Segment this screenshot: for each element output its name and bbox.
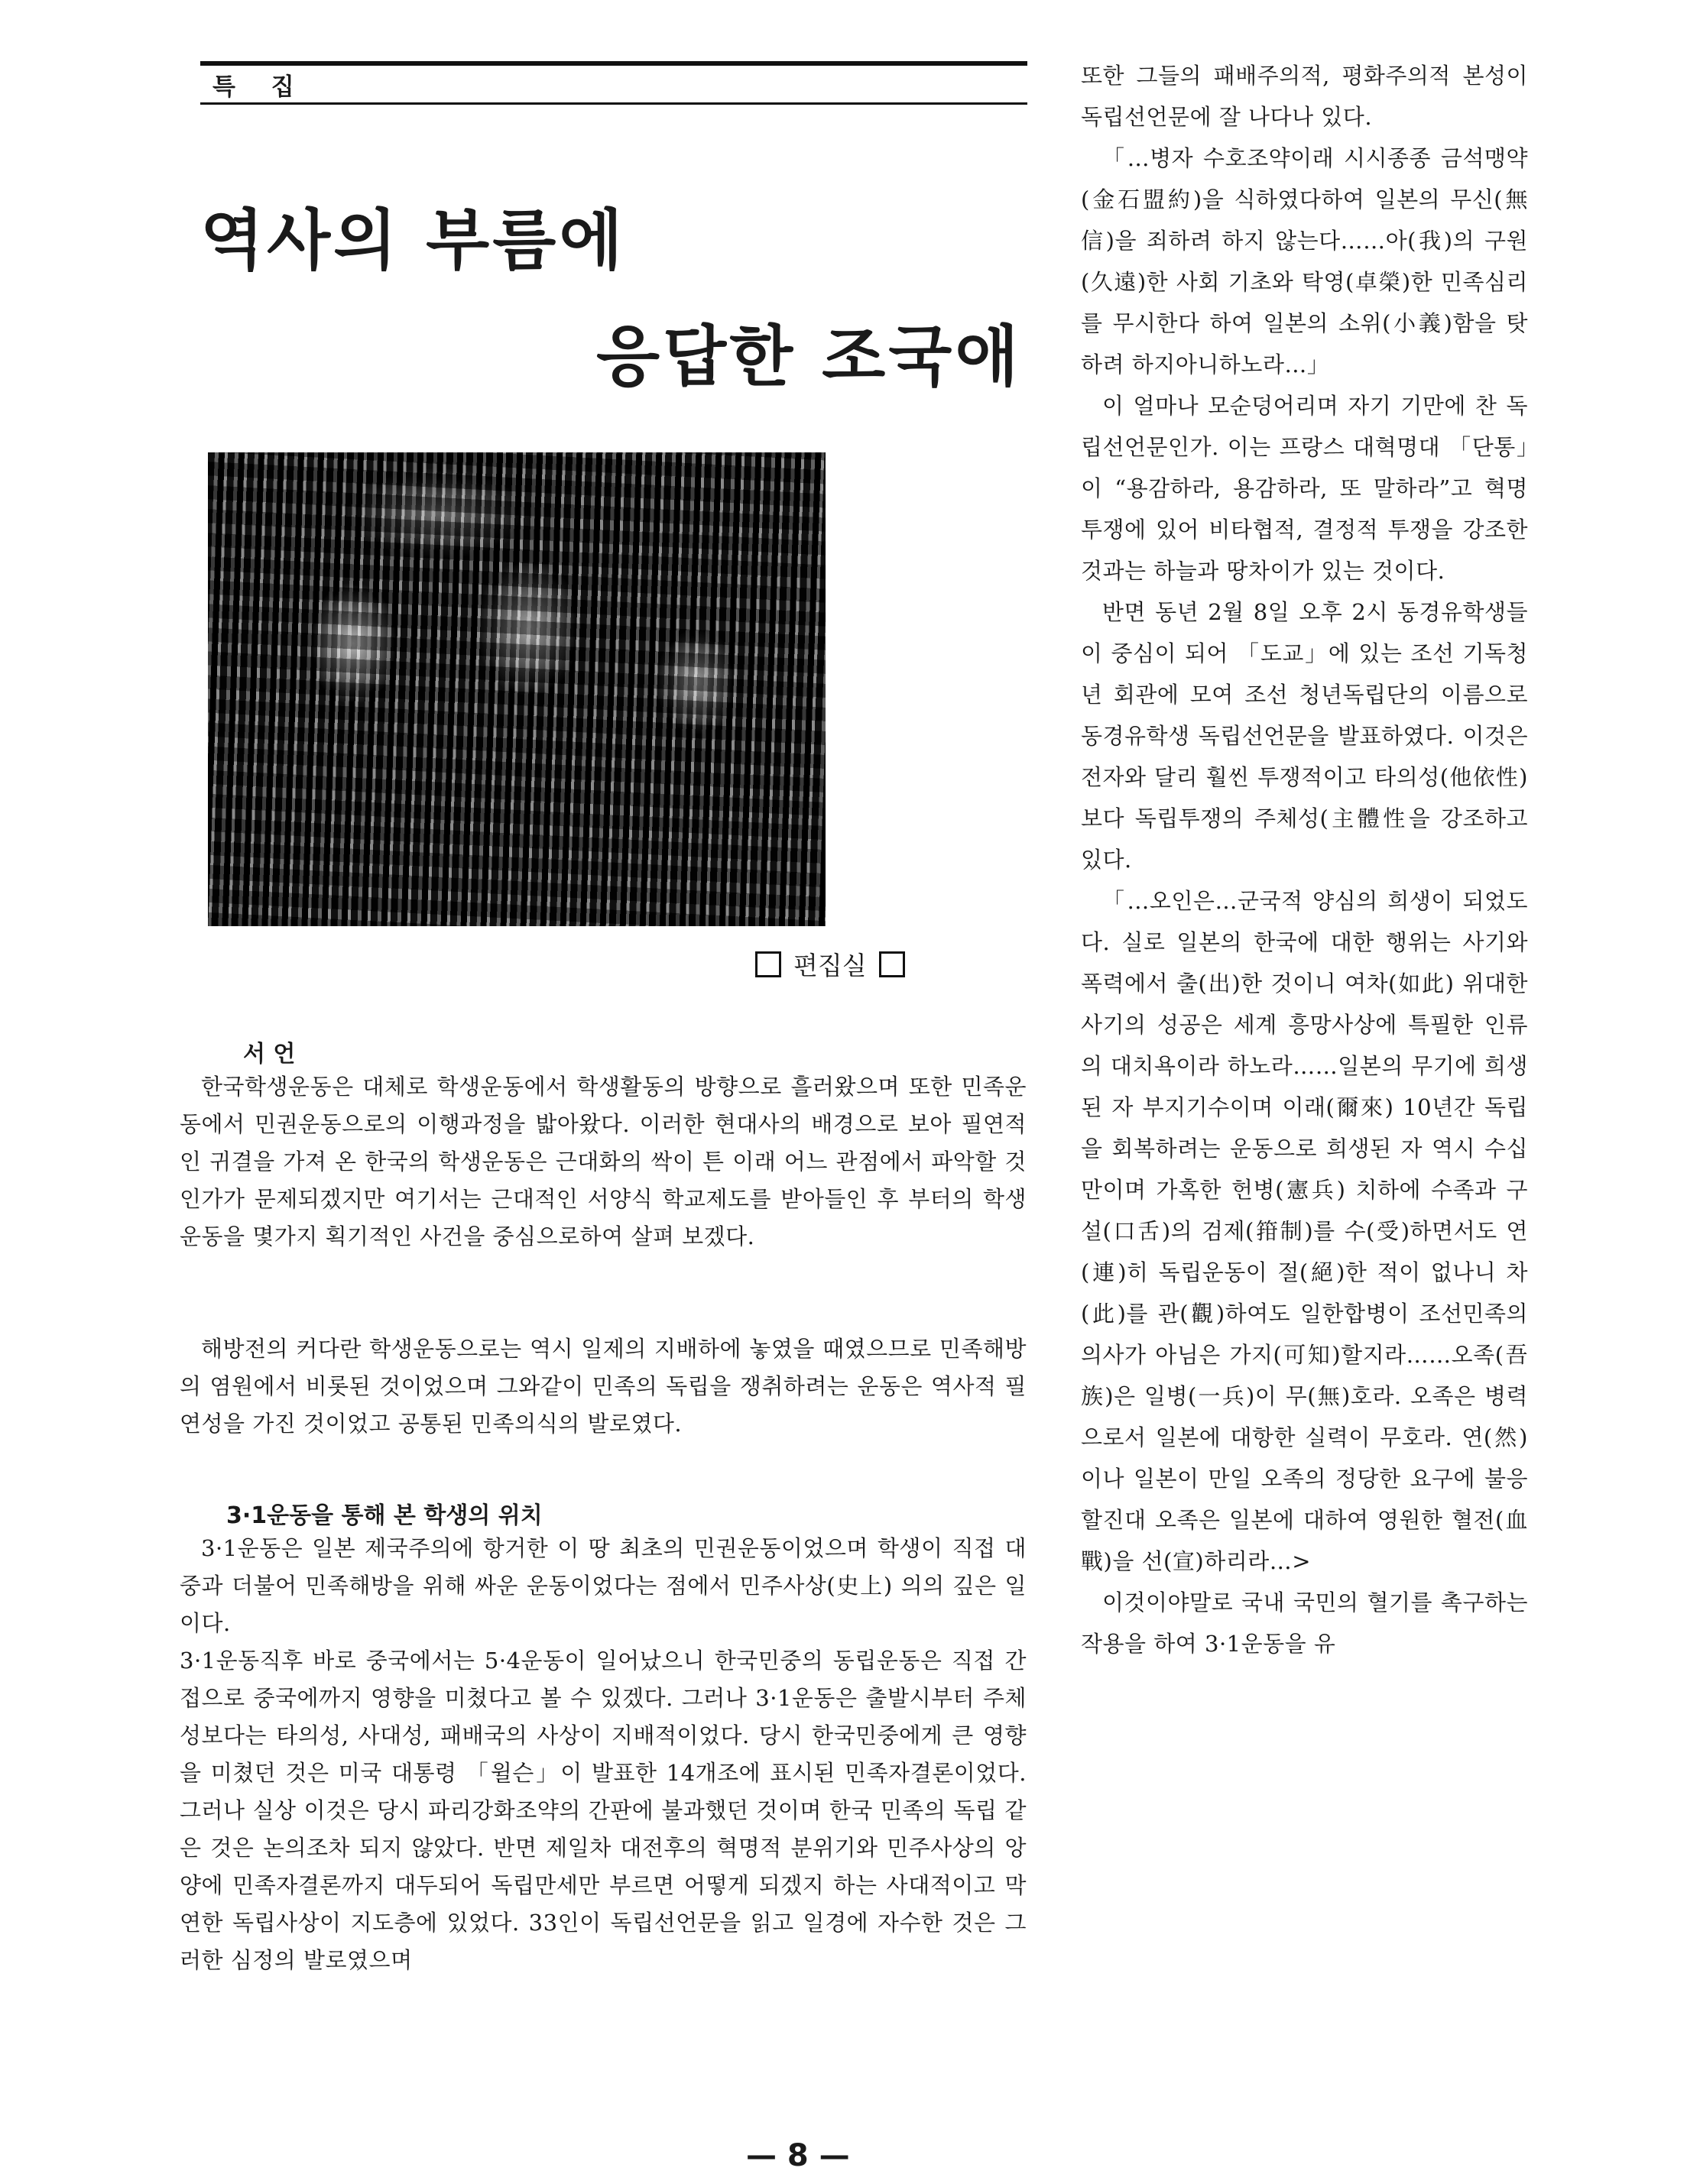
intro-paragraph-2: 해방전의 커다란 학생운동으로는 역시 일제의 지배하에 놓였을 때였으므로 민족해방의 염원에서 비롯된 것이었으며 그와같이 민족의 독립을 쟁취하려는 운동은 역사적 필연성을 가진 것이었고 공통된 민족의식의 발로였다. [180,1336,1027,1437]
top-rule-thick [200,61,1027,66]
byline-text: 편집실 [793,951,867,980]
intro-paragraph-1: 한국학생운동은 대체로 학생운동에서 학생활동의 방향으로 흘러왔으며 또한 민족운동에서 민권운동으로의 이행과정을 밟아왔다. 이러한 현대사의 배경으로 보아 필연적인 귀결을 가져 온 한국의 학생운동은 근대화의 싹이 튼 이래 어느 관점에서 파악할 것인가가 문제되겠지만 여기서는 근대적인 서양식 학교제도를 받아들인 후 부터의 학생운동을 몇가지 획기적인 사건을 중심으로하여 살펴 보겠다. [180,1074,1027,1249]
protest-photo [208,452,826,926]
top-rule-thin [200,102,1027,105]
right-quote: 「…오인은…군국적 양심의 희생이 되었도다. 실로 일본의 한국에 대한 행위는 사기와 폭력에서 출(出)한 것이니 여차(如此) 위대한 사기의 성공은 세계 흥망사상에 특필한 인류의 대치욕이라 하노라……일본의 무기에 희생된 자 부지기수이며 이래(爾來) 10년간 독립을 회복하려는 운동으로 희생된 자 역시 수십만이며 가혹한 헌병(憲兵) 치하에 수족과 구설(口舌)의 검제(箝制)를 수(受)하면서도 연(連)히 독립운동이 절(絕)한 적이 없나니 차(此)를 관(觀)하여도 일한합병이 조선민족의 의사가 아님은 가지(可知)할지라……오족(吾族)은 일병(一兵)이 무(無)호라. 오족은 병력으로서 일본에 대항한 실력이 무호라. 연(然)이나 일본이 만일 오족의 정당한 요구에 불응할진대 오족은 일본에 대하여 영원한 혈전(血戰)을 선(宣)하리라…> [1081,888,1528,1574]
right-paragraph: 이 얼마나 모순덩어리며 자기 기만에 찬 독립선언문인가. 이는 프랑스 대혁명대 「단통」이 “용감하라, 용감하라, 또 말하라”고 혁명 투쟁에 있어 비타협적, 결정적 투쟁을 강조한 것과는 하늘과 땅차이가 있는 것이다. [1081,393,1528,584]
byline [755,946,905,982]
box-icon [879,951,905,977]
right-paragraph: 이것이야말로 국내 국민의 혈기를 촉구하는 작용을 하여 3·1운동을 유 [1081,1589,1528,1657]
right-paragraph: 또한 그들의 패배주의적, 평화주의적 본성이 독립선언문에 잘 나다나 있다. [1081,63,1528,130]
page-number: — 8 — [746,2138,850,2173]
right-column [1081,55,1528,1664]
heading-march-first: 3·1운동을 통해 본 학생의 위치 [226,1502,543,1529]
march-first-paragraph-2: 3·1운동직후 바로 중국에서는 5·4운동이 일어났으니 한국민중의 동립운동은 직접 간접으로 중국에까지 영향을 미쳤다고 볼 수 있겠다. 그러나 3·1운동은 출발시부터 주체성보다는 타의성, 사대성, 패배국의 사상이 지배적이었다. 당시 한국민중에게 큰 영향을 미쳤던 것은 미국 대통령 「윌슨」이 발표한 14개조에 표시된 민족자결론이었다. 그러나 실상 이것은 당시 파리강화조약의 간판에 불과했던 것이며 한국 민족의 독립 같은 것은 논의조차 되지 않았다. 반면 제일차 대전후의 혁명적 분위기와 민주사상의 앙양에 민족자결론까지 대두되어 독립만세만 부르면 어떻게 되겠지 하는 사대적이고 막연한 독립사상이 지도층에 있었다. 33인이 독립선언문을 읽고 일경에 자수한 것은 그러한 심정의 발로였으며 [180,1648,1027,1973]
right-paragraph: 반면 동년 2월 8일 오후 2시 동경유학생들이 중심이 되어 「도교」에 있는 조선 기독청년 회관에 모여 조선 청년독립단의 이름으로 동경유학생 독립선언문을 발표하였다. 이것은 전자와 달리 훨씬 투쟁적이고 타의성(他依性)보다 독립투쟁의 주체성(主體性을 강조하고 있다. [1081,599,1528,873]
section-tag: 특 집 [212,73,308,101]
right-quote: 「…병자 수호조약이래 시시종종 금석맹약(金石盟約)을 식하였다하여 일본의 무신(無信)을 죄하려 하지 않는다……아(我)의 구원(久遠)한 사회 기초와 탁영(卓榮)한 민족심리를 무시한다 하여 일본의 소위(小義)함을 탓하려 하지아니하노라…」 [1081,145,1528,378]
box-icon [755,951,781,977]
title-line-1: 역사의 부름에 [200,203,626,279]
heading-intro: 서 언 [243,1041,296,1068]
title-line-2: 응답한 조국애 [596,319,1022,395]
march-first-paragraph-1: 3·1운동은 일본 제국주의에 항거한 이 땅 최초의 민권운동이었으며 학생이 직접 대중과 더불어 민족해방을 위해 싸운 운동이었다는 점에서 민주사상(史上) 의의 깊은 일이다. [180,1535,1027,1636]
